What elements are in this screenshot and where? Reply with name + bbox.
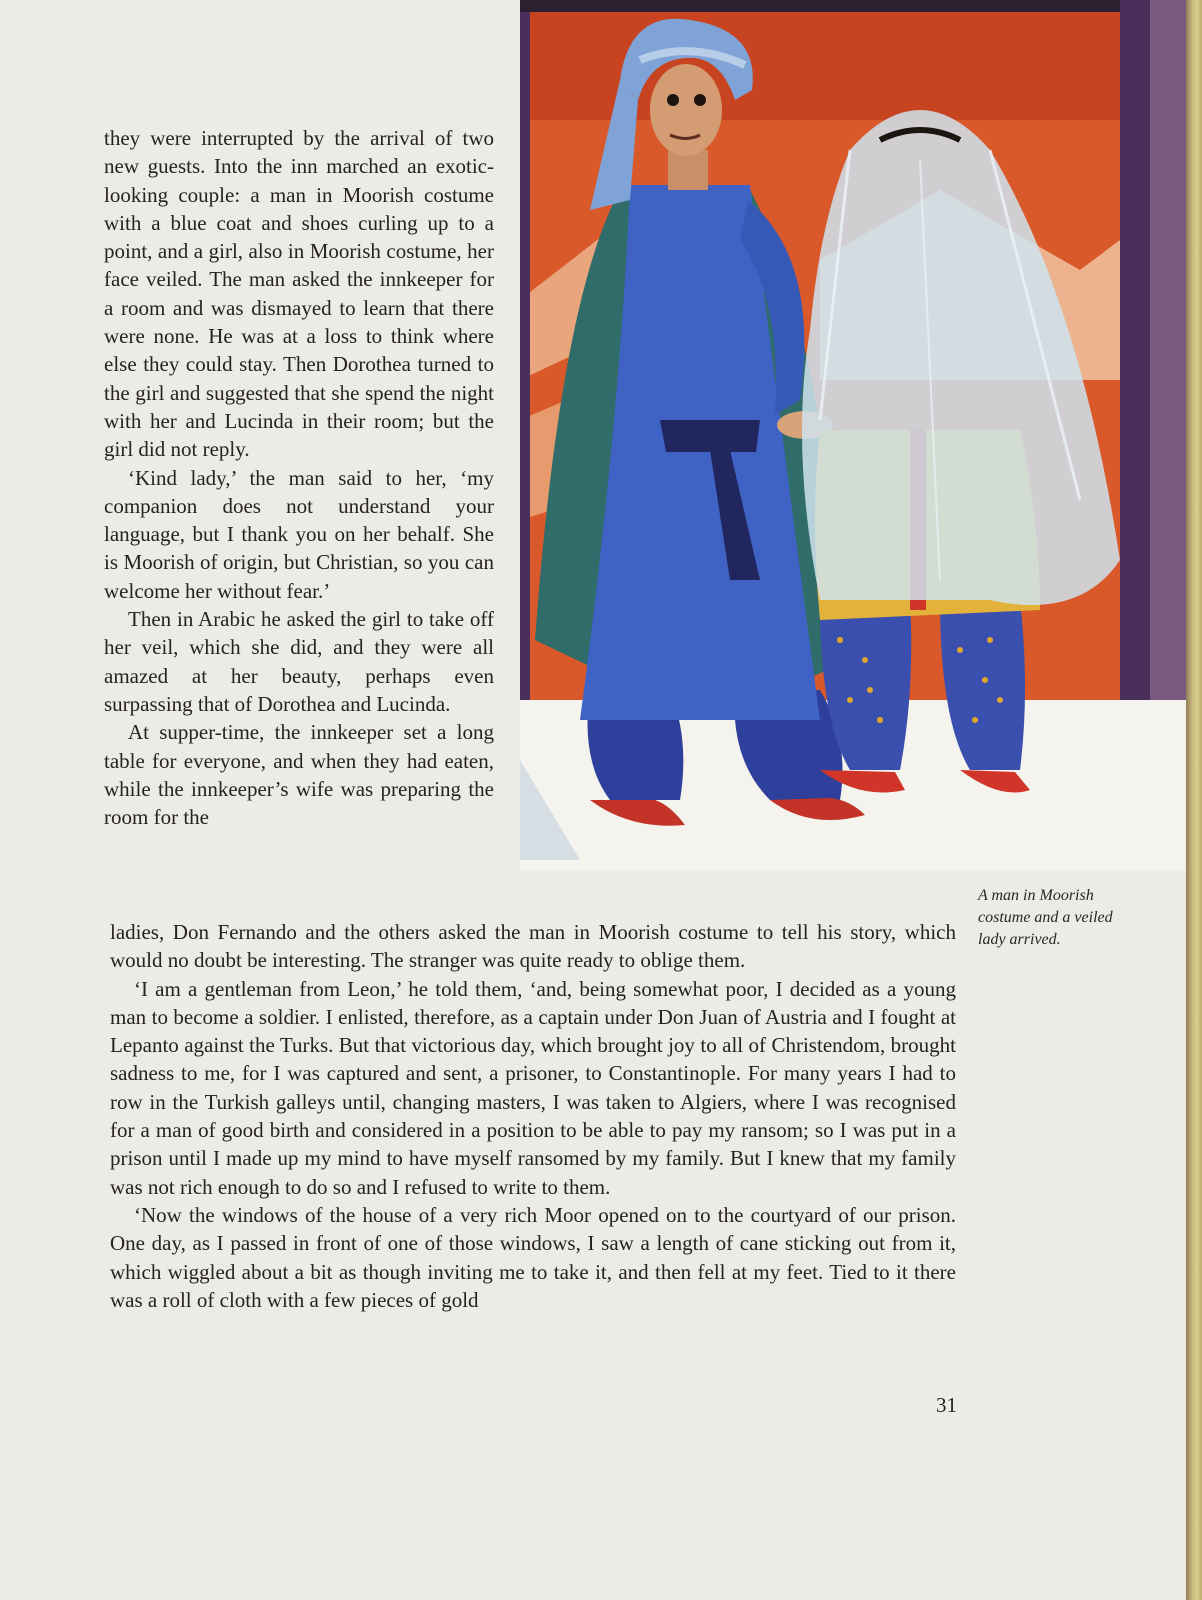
body-paragraph: At supper-time, the innkeeper set a long table for everyone, and when they had eaten, while the innkeeper’s wife was preparing the room for the xyxy=(104,720,494,830)
illustration-moorish-couple xyxy=(520,0,1186,870)
illustration-caption: A man in Moorish costume and a veiled lady arrived. xyxy=(978,887,1113,948)
body-paragraph: Then in Arabic he asked the girl to take off her veil, which she did, and they were all amazed at her beauty, perhaps even surpassing that of Dorothea and Lucinda. xyxy=(104,607,494,716)
text-block-wide xyxy=(110,918,956,1314)
body-paragraph: ‘I am a gentleman from Leon,’ he told them, ‘and, being somewhat poor, I decided as a young man to become a soldier. I enlisted, therefore, as a captain under Don Juan of Austria and I fought at Lepanto against the Turks. But that victorious day, which brought joy to all of Christendom, brought sadness to me, for I was captured and sent, a prisoner, to Constantinople. For many years I had to row in the Turkish galleys until, changing masters, I was taken to Algiers, where I was recognised for a man of good birth and considered in a position to be able to pay my ransom; so I was put in a prison until I made up my mind to have myself ransomed by my family. But I knew that my family was not rich enough to do so and I refused to write to them. xyxy=(110,976,956,1199)
page-number: 31 xyxy=(936,1393,957,1417)
body-paragraph: ladies, Don Fernando and the others asked the man in Moorish costume to tell his story, which would no doubt be interesting. The stranger was quite ready to oblige them. xyxy=(110,920,956,973)
body-paragraph: ‘Kind lady,’ the man said to her, ‘my companion does not understand your language, but I thank you on her behalf. She is Moorish of origin, but Christian, so you can welcome her without fear.’ xyxy=(104,465,494,603)
book-spine-edge xyxy=(1186,0,1202,1600)
body-paragraph: they were interrupted by the arrival of two new guests. Into the inn marched an exotic-looking couple: a man in Moorish costume with a blue coat and shoes curling up to a point, and a girl, also in Moorish costume, her face veiled. The man asked the innkeeper for a room and was dismayed to learn that there were none. He was at a loss to think where else they could stay. Then Dorothea turned to the girl and suggested that she spend the night with her and Lucinda in their room; but the girl did not reply. xyxy=(104,126,494,462)
body-paragraph: ‘Now the windows of the house of a very rich Moor opened on to the courtyard of our prison. One day, as I passed in front of one of those windows, I saw a length of cane sticking out from it, which wiggled about a bit as though inviting me to take it, and then fell at my feet. Tied to it there was a roll of cloth with a few pieces of gold xyxy=(110,1202,956,1312)
text-column-left xyxy=(104,124,494,831)
